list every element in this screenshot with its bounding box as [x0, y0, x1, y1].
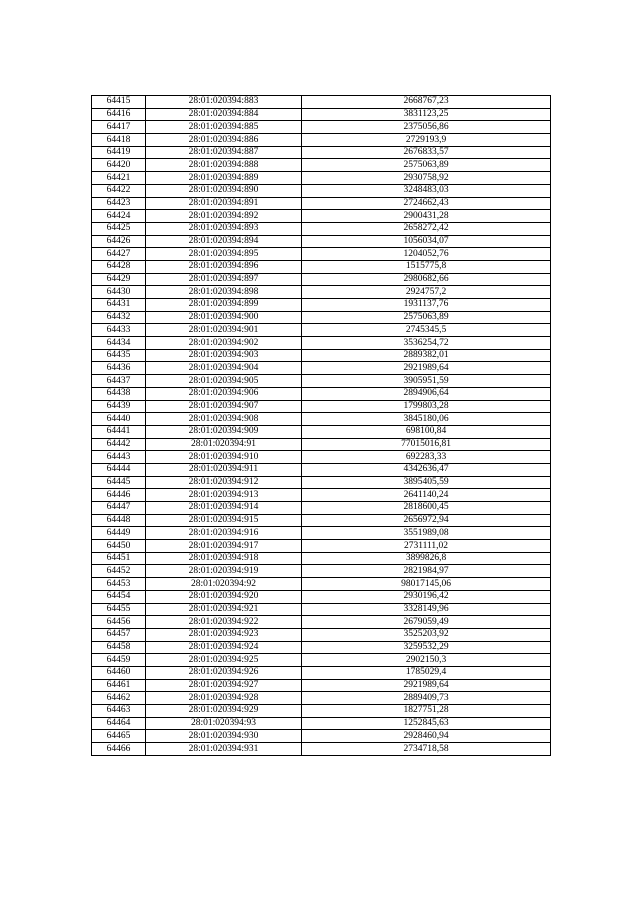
row-number-cell: 64464: [92, 717, 146, 730]
cadastral-number-cell: 28:01:020394:901: [146, 324, 302, 337]
value-cell: 3525203,92: [302, 628, 551, 641]
value-cell: 2729193,9: [302, 134, 551, 147]
value-cell: 2889382,01: [302, 349, 551, 362]
row-number-cell: 64447: [92, 502, 146, 515]
table-row: [92, 146, 551, 159]
cadastral-number-cell: 28:01:020394:889: [146, 172, 302, 185]
table-row: [92, 502, 551, 515]
value-cell: 2921989,64: [302, 679, 551, 692]
value-cell: 2818600,45: [302, 502, 551, 515]
table-row: [92, 743, 551, 756]
row-number-cell: 64430: [92, 286, 146, 299]
value-cell: 2575063,89: [302, 311, 551, 324]
value-cell: 2668767,23: [302, 96, 551, 109]
row-number-cell: 64425: [92, 222, 146, 235]
row-number-cell: 64445: [92, 476, 146, 489]
table-row: [92, 108, 551, 121]
cadastral-number-cell: 28:01:020394:894: [146, 235, 302, 248]
row-number-cell: 64416: [92, 108, 146, 121]
cadastral-number-cell: 28:01:020394:908: [146, 413, 302, 426]
row-number-cell: 64442: [92, 438, 146, 451]
table-row: [92, 476, 551, 489]
table-row: [92, 489, 551, 502]
table-row: [92, 159, 551, 172]
row-number-cell: 64438: [92, 387, 146, 400]
value-cell: 1204052,76: [302, 248, 551, 261]
table-row: [92, 705, 551, 718]
cadastral-number-cell: 28:01:020394:893: [146, 222, 302, 235]
row-number-cell: 64452: [92, 565, 146, 578]
cadastral-number-cell: 28:01:020394:885: [146, 121, 302, 134]
table-row: [92, 514, 551, 527]
cadastral-number-cell: 28:01:020394:928: [146, 692, 302, 705]
table-row: [92, 299, 551, 312]
row-number-cell: 64448: [92, 514, 146, 527]
table-row: [92, 375, 551, 388]
cadastral-number-cell: 28:01:020394:930: [146, 730, 302, 743]
value-cell: 1056034,07: [302, 235, 551, 248]
table-row: [92, 96, 551, 109]
row-number-cell: 64449: [92, 527, 146, 540]
table-row: [92, 222, 551, 235]
row-number-cell: 64454: [92, 590, 146, 603]
value-cell: 1799803,28: [302, 400, 551, 413]
cadastral-number-cell: 28:01:020394:888: [146, 159, 302, 172]
row-number-cell: 64429: [92, 273, 146, 286]
row-number-cell: 64421: [92, 172, 146, 185]
cadastral-number-cell: 28:01:020394:886: [146, 134, 302, 147]
cadastral-number-cell: 28:01:020394:907: [146, 400, 302, 413]
row-number-cell: 64415: [92, 96, 146, 109]
row-number-cell: 64437: [92, 375, 146, 388]
row-number-cell: 64440: [92, 413, 146, 426]
value-cell: 2658272,42: [302, 222, 551, 235]
row-number-cell: 64435: [92, 349, 146, 362]
table-row: [92, 387, 551, 400]
value-cell: 3248483,03: [302, 184, 551, 197]
table-row: [92, 540, 551, 553]
cadastral-number-cell: 28:01:020394:916: [146, 527, 302, 540]
cadastral-number-cell: 28:01:020394:899: [146, 299, 302, 312]
table-row: [92, 463, 551, 476]
value-cell: 2900431,28: [302, 210, 551, 223]
cadastral-number-cell: 28:01:020394:919: [146, 565, 302, 578]
value-cell: 3536254,72: [302, 337, 551, 350]
row-number-cell: 64432: [92, 311, 146, 324]
cadastral-number-cell: 28:01:020394:924: [146, 641, 302, 654]
cadastral-number-cell: 28:01:020394:929: [146, 705, 302, 718]
value-cell: 2928460,94: [302, 730, 551, 743]
row-number-cell: 64441: [92, 425, 146, 438]
value-cell: 2676833,57: [302, 146, 551, 159]
table-row: [92, 311, 551, 324]
row-number-cell: 64439: [92, 400, 146, 413]
table-row: [92, 400, 551, 413]
cadastral-number-cell: 28:01:020394:923: [146, 628, 302, 641]
value-cell: 2894906,64: [302, 387, 551, 400]
table-row: [92, 679, 551, 692]
cadastral-number-cell: 28:01:020394:905: [146, 375, 302, 388]
table-row: [92, 184, 551, 197]
row-number-cell: 64466: [92, 743, 146, 756]
row-number-cell: 64443: [92, 451, 146, 464]
row-number-cell: 64453: [92, 578, 146, 591]
value-cell: 4342636,47: [302, 463, 551, 476]
value-cell: 3899826,8: [302, 552, 551, 565]
table-row: [92, 527, 551, 540]
table-row: [92, 654, 551, 667]
row-number-cell: 64423: [92, 197, 146, 210]
table-row: [92, 273, 551, 286]
cadastral-number-cell: 28:01:020394:895: [146, 248, 302, 261]
cadastral-number-cell: 28:01:020394:914: [146, 502, 302, 515]
cadastral-number-cell: 28:01:020394:906: [146, 387, 302, 400]
value-cell: 3905951,59: [302, 375, 551, 388]
cadastral-number-cell: 28:01:020394:883: [146, 96, 302, 109]
cadastral-number-cell: 28:01:020394:891: [146, 197, 302, 210]
cadastral-number-cell: 28:01:020394:926: [146, 666, 302, 679]
cadastral-number-cell: 28:01:020394:915: [146, 514, 302, 527]
table-row: [92, 616, 551, 629]
value-cell: 3328149,96: [302, 603, 551, 616]
value-cell: 2734718,58: [302, 743, 551, 756]
row-number-cell: 64458: [92, 641, 146, 654]
table-row: [92, 565, 551, 578]
value-cell: 2924757,2: [302, 286, 551, 299]
row-number-cell: 64444: [92, 463, 146, 476]
row-number-cell: 64459: [92, 654, 146, 667]
cadastral-number-cell: 28:01:020394:898: [146, 286, 302, 299]
value-cell: 2821984,97: [302, 565, 551, 578]
row-number-cell: 64428: [92, 260, 146, 273]
table-row: [92, 692, 551, 705]
table-row: [92, 438, 551, 451]
row-number-cell: 64434: [92, 337, 146, 350]
table-row: [92, 717, 551, 730]
cadastral-number-cell: 28:01:020394:917: [146, 540, 302, 553]
value-cell: 3259532,29: [302, 641, 551, 654]
row-number-cell: 64427: [92, 248, 146, 261]
cadastral-number-cell: 28:01:020394:913: [146, 489, 302, 502]
table-row: [92, 362, 551, 375]
value-cell: 2656972,94: [302, 514, 551, 527]
cadastral-number-cell: 28:01:020394:896: [146, 260, 302, 273]
table-row: [92, 641, 551, 654]
row-number-cell: 64463: [92, 705, 146, 718]
table-row: [92, 413, 551, 426]
table-row: [92, 425, 551, 438]
cadastral-number-cell: 28:01:020394:909: [146, 425, 302, 438]
table-row: [92, 578, 551, 591]
row-number-cell: 64417: [92, 121, 146, 134]
cadastral-number-cell: 28:01:020394:884: [146, 108, 302, 121]
value-cell: 1252845,63: [302, 717, 551, 730]
row-number-cell: 64455: [92, 603, 146, 616]
row-number-cell: 64422: [92, 184, 146, 197]
row-number-cell: 64446: [92, 489, 146, 502]
cadastral-number-cell: 28:01:020394:903: [146, 349, 302, 362]
value-cell: 2930758,92: [302, 172, 551, 185]
value-cell: 3895405,59: [302, 476, 551, 489]
table-row: [92, 172, 551, 185]
cadastral-number-cell: 28:01:020394:892: [146, 210, 302, 223]
cadastral-number-cell: 28:01:020394:910: [146, 451, 302, 464]
value-cell: 77015016,81: [302, 438, 551, 451]
table-row: [92, 235, 551, 248]
row-number-cell: 64450: [92, 540, 146, 553]
value-cell: 98017145,06: [302, 578, 551, 591]
table-row: [92, 286, 551, 299]
row-number-cell: 64433: [92, 324, 146, 337]
table-row: [92, 628, 551, 641]
table-row: [92, 248, 551, 261]
value-cell: 2930196,42: [302, 590, 551, 603]
row-number-cell: 64460: [92, 666, 146, 679]
row-number-cell: 64419: [92, 146, 146, 159]
cadastral-number-cell: 28:01:020394:921: [146, 603, 302, 616]
row-number-cell: 64465: [92, 730, 146, 743]
cadastral-value-table: [91, 95, 551, 756]
table-row: [92, 121, 551, 134]
row-number-cell: 64420: [92, 159, 146, 172]
row-number-cell: 64436: [92, 362, 146, 375]
table-row: [92, 603, 551, 616]
value-cell: 2679059,49: [302, 616, 551, 629]
row-number-cell: 64456: [92, 616, 146, 629]
cadastral-number-cell: 28:01:020394:920: [146, 590, 302, 603]
row-number-cell: 64457: [92, 628, 146, 641]
value-cell: 2575063,89: [302, 159, 551, 172]
cadastral-number-cell: 28:01:020394:912: [146, 476, 302, 489]
value-cell: 692283,33: [302, 451, 551, 464]
cadastral-number-cell: 28:01:020394:897: [146, 273, 302, 286]
value-cell: 2731111,02: [302, 540, 551, 553]
value-cell: 698100,84: [302, 425, 551, 438]
table-row: [92, 730, 551, 743]
value-cell: 2889409,73: [302, 692, 551, 705]
table-row: [92, 260, 551, 273]
row-number-cell: 64418: [92, 134, 146, 147]
table-row: [92, 349, 551, 362]
value-cell: 2724662,43: [302, 197, 551, 210]
value-cell: 1827751,28: [302, 705, 551, 718]
row-number-cell: 64462: [92, 692, 146, 705]
table-row: [92, 666, 551, 679]
value-cell: 2375056,86: [302, 121, 551, 134]
value-cell: 1931137,76: [302, 299, 551, 312]
value-cell: 2641140,24: [302, 489, 551, 502]
cadastral-number-cell: 28:01:020394:918: [146, 552, 302, 565]
table-row: [92, 590, 551, 603]
table-row: [92, 134, 551, 147]
cadastral-number-cell: 28:01:020394:93: [146, 717, 302, 730]
row-number-cell: 64426: [92, 235, 146, 248]
table-row: [92, 324, 551, 337]
cadastral-number-cell: 28:01:020394:887: [146, 146, 302, 159]
cadastral-number-cell: 28:01:020394:922: [146, 616, 302, 629]
cadastral-number-cell: 28:01:020394:925: [146, 654, 302, 667]
row-number-cell: 64461: [92, 679, 146, 692]
table-row: [92, 337, 551, 350]
cadastral-number-cell: 28:01:020394:904: [146, 362, 302, 375]
table-body: [92, 96, 551, 756]
value-cell: 3831123,25: [302, 108, 551, 121]
table-row: [92, 197, 551, 210]
cadastral-number-cell: 28:01:020394:927: [146, 679, 302, 692]
cadastral-number-cell: 28:01:020394:902: [146, 337, 302, 350]
cadastral-number-cell: 28:01:020394:911: [146, 463, 302, 476]
table-row: [92, 210, 551, 223]
value-cell: 3551989,08: [302, 527, 551, 540]
cadastral-number-cell: 28:01:020394:890: [146, 184, 302, 197]
row-number-cell: 64424: [92, 210, 146, 223]
value-cell: 2980682,66: [302, 273, 551, 286]
cadastral-number-cell: 28:01:020394:931: [146, 743, 302, 756]
cadastral-number-cell: 28:01:020394:900: [146, 311, 302, 324]
value-cell: 2745345,5: [302, 324, 551, 337]
table-row: [92, 451, 551, 464]
value-cell: 1785029,4: [302, 666, 551, 679]
row-number-cell: 64451: [92, 552, 146, 565]
value-cell: 1515775,8: [302, 260, 551, 273]
table-row: [92, 552, 551, 565]
cadastral-number-cell: 28:01:020394:92: [146, 578, 302, 591]
row-number-cell: 64431: [92, 299, 146, 312]
value-cell: 2902150,3: [302, 654, 551, 667]
cadastral-number-cell: 28:01:020394:91: [146, 438, 302, 451]
value-cell: 2921989,64: [302, 362, 551, 375]
value-cell: 3845180,06: [302, 413, 551, 426]
